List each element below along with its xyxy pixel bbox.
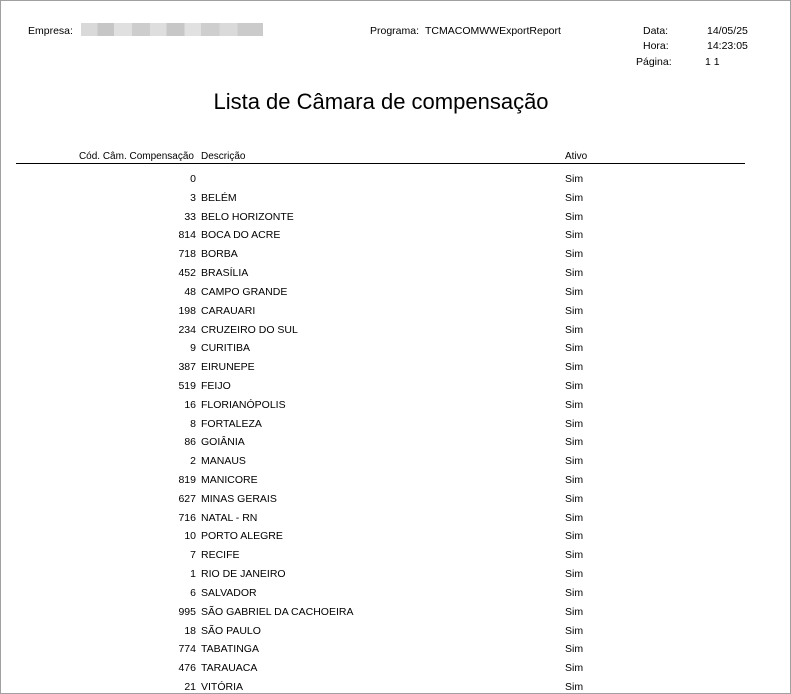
ativo-cell: Sim	[565, 624, 584, 637]
descricao-cell: FLORIANÓPOLIS	[201, 398, 286, 411]
descricao-cell: TABATINGA	[201, 643, 259, 656]
descricao-cell: BELÉM	[201, 191, 237, 204]
column-header-codigo: Cód. Câm. Compensação	[78, 151, 194, 162]
ativo-cell: Sim	[565, 417, 584, 430]
codigo-cell: 86	[184, 436, 196, 449]
descricao-cell: SALVADOR	[201, 586, 257, 599]
descricao-cell: GOIÂNIA	[201, 436, 245, 449]
ativo-cell: Sim	[565, 568, 584, 581]
codigo-cell: 21	[184, 680, 196, 693]
table-row	[1, 660, 791, 679]
ativo-cell: Sim	[565, 643, 584, 656]
ativo-cell: Sim	[565, 680, 584, 693]
ativo-cell: Sim	[565, 323, 584, 336]
pagina-value: 1 1	[705, 56, 720, 68]
descricao-cell: CURITIBA	[201, 342, 251, 355]
ativo-cell: Sim	[565, 267, 584, 280]
codigo-cell: 995	[178, 605, 196, 618]
codigo-cell: 198	[178, 304, 196, 317]
codigo-cell: 16	[184, 398, 196, 411]
report-title: Lista de Câmara de compensação	[213, 89, 549, 114]
table-row	[1, 510, 791, 529]
codigo-cell: 716	[178, 511, 196, 524]
ativo-cell: Sim	[565, 379, 584, 392]
data-label: Data:	[643, 25, 669, 37]
descricao-cell: BELO HORIZONTE	[201, 210, 294, 223]
codigo-cell: 0	[190, 173, 196, 185]
table-row	[1, 453, 791, 472]
codigo-cell: 2	[190, 455, 196, 468]
ativo-cell: Sim	[565, 304, 584, 317]
codigo-cell: 8	[190, 417, 196, 430]
table-row	[1, 623, 791, 642]
descricao-cell: MANAUS	[201, 455, 246, 468]
programa-label: Programa:	[370, 25, 420, 37]
descricao-cell: FORTALEZA	[201, 417, 262, 430]
codigo-cell: 18	[184, 624, 196, 637]
ativo-cell: Sim	[565, 605, 584, 618]
descricao-cell: EIRUNEPE	[201, 361, 255, 374]
table-body	[1, 171, 791, 694]
codigo-cell: 476	[178, 662, 196, 675]
ativo-cell: Sim	[565, 492, 584, 505]
pagina-label: Página:	[636, 56, 672, 68]
table-row	[1, 547, 791, 566]
table-row	[1, 227, 791, 246]
codigo-cell: 3	[190, 191, 196, 204]
codigo-cell: 9	[190, 342, 196, 355]
codigo-cell: 452	[178, 267, 196, 280]
codigo-cell: 774	[178, 643, 196, 656]
table-row	[1, 209, 791, 228]
codigo-cell: 718	[178, 248, 196, 261]
ativo-cell: Sim	[565, 549, 584, 562]
ativo-cell: Sim	[565, 455, 584, 468]
descricao-cell: VITÓRIA	[201, 680, 244, 693]
descricao-cell: RECIFE	[201, 549, 240, 562]
descricao-cell: BOCA DO ACRE	[201, 229, 281, 242]
codigo-cell: 7	[190, 549, 196, 562]
table-row	[1, 378, 791, 397]
codigo-cell: 387	[178, 361, 196, 374]
descricao-cell: CRUZEIRO DO SUL	[201, 323, 298, 336]
codigo-cell: 819	[178, 474, 196, 486]
codigo-cell: 48	[184, 285, 196, 298]
descricao-cell: FEIJO	[201, 379, 231, 392]
codigo-cell: 627	[178, 492, 196, 505]
table-row	[1, 359, 791, 378]
ativo-cell: Sim	[565, 511, 584, 524]
table-row	[1, 585, 791, 604]
codigo-cell: 519	[178, 379, 196, 392]
redacted-empresa-value	[81, 23, 263, 36]
ativo-cell: Sim	[565, 474, 584, 486]
ativo-cell: Sim	[565, 398, 584, 411]
table-row	[1, 284, 791, 303]
table-row	[1, 265, 791, 284]
table-row	[1, 679, 791, 694]
codigo-cell: 814	[178, 229, 196, 242]
descricao-cell: RIO DE JANEIRO	[201, 568, 286, 581]
ativo-cell: Sim	[565, 342, 584, 355]
table-row	[1, 566, 791, 585]
ativo-cell: Sim	[565, 285, 584, 298]
hora-label: Hora:	[643, 40, 669, 52]
descricao-cell: CAMPO GRANDE	[201, 285, 288, 298]
codigo-cell: 10	[184, 530, 196, 543]
descricao-cell: SÃO GABRIEL DA CACHOEIRA	[201, 605, 354, 618]
descricao-cell: SÃO PAULO	[201, 624, 261, 637]
ativo-cell: Sim	[565, 173, 584, 185]
column-header-ativo: Ativo	[565, 151, 588, 162]
table-row	[1, 472, 791, 491]
column-header-descricao: Descrição	[201, 151, 246, 162]
ativo-cell: Sim	[565, 229, 584, 242]
table-row	[1, 528, 791, 547]
ativo-cell: Sim	[565, 530, 584, 543]
descricao-cell: MINAS GERAIS	[201, 492, 277, 505]
ativo-cell: Sim	[565, 361, 584, 374]
descricao-cell: MANICORE	[201, 474, 258, 486]
ativo-cell: Sim	[565, 436, 584, 449]
table-row	[1, 190, 791, 209]
codigo-cell: 234	[178, 323, 196, 336]
descricao-cell: TARAUACA	[201, 662, 258, 675]
table-row	[1, 491, 791, 510]
ativo-cell: Sim	[565, 191, 584, 204]
data-value: 14/05/25	[707, 25, 748, 37]
table-row	[1, 322, 791, 341]
empresa-label: Empresa:	[28, 25, 73, 37]
table-row	[1, 434, 791, 453]
table-row	[1, 416, 791, 435]
ativo-cell: Sim	[565, 248, 584, 261]
descricao-cell: CARAUARI	[201, 304, 256, 317]
table-row	[1, 604, 791, 623]
descricao-cell: PORTO ALEGRE	[201, 530, 283, 543]
descricao-cell: BORBA	[201, 248, 238, 261]
ativo-cell: Sim	[565, 662, 584, 675]
codigo-cell: 33	[184, 210, 196, 223]
table-row	[1, 171, 791, 190]
table-row	[1, 303, 791, 322]
table-row	[1, 246, 791, 265]
table-row	[1, 340, 791, 359]
descricao-cell: NATAL - RN	[201, 511, 258, 524]
hora-value: 14:23:05	[707, 40, 748, 52]
ativo-cell: Sim	[565, 586, 584, 599]
codigo-cell: 6	[190, 586, 196, 599]
table-row	[1, 641, 791, 660]
table-row	[1, 397, 791, 416]
header-divider	[16, 163, 745, 164]
descricao-cell: BRASÍLIA	[201, 267, 249, 280]
ativo-cell: Sim	[565, 210, 584, 223]
codigo-cell: 1	[190, 568, 196, 581]
programa-value: TCMACOMWWExportReport	[425, 25, 561, 37]
